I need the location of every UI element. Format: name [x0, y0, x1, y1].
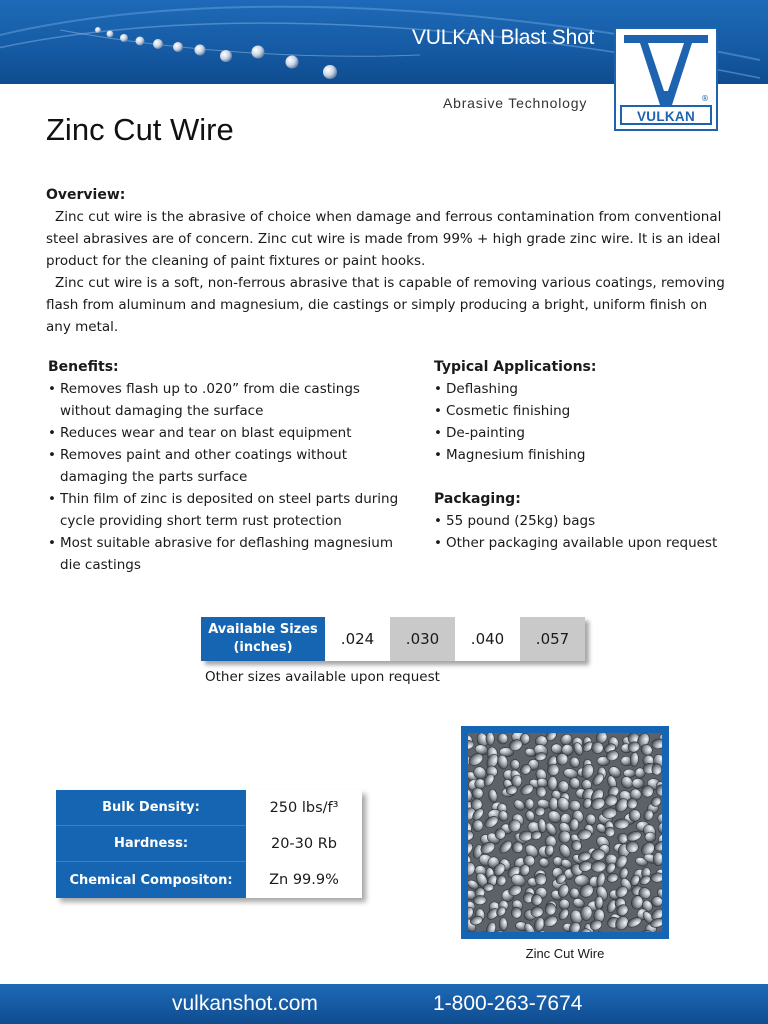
zinc-pellet — [483, 883, 494, 892]
benefits-heading: Benefits: — [48, 359, 119, 375]
zinc-pellet — [524, 798, 534, 809]
property-label: Hardness: — [56, 826, 246, 862]
sizes-note: Other sizes available upon request — [205, 669, 440, 685]
logo-wordmark: VULKAN — [636, 109, 696, 124]
tagline: Abrasive Technology — [443, 95, 588, 111]
overview-paragraph: Zinc cut wire is a soft, non-ferrous abrasive that is capable of removing various coatings, removing flash from aluminum and magnesium, die castings or simply producing a bright, uniform finish on any metal. — [46, 275, 725, 335]
table-row — [56, 790, 362, 826]
zinc-pellet — [473, 895, 486, 905]
footer-bar — [0, 984, 768, 1024]
benefit-text: Removes flash up to .020” from die castings without damaging the surface — [60, 381, 360, 419]
benefits-section — [48, 356, 408, 576]
bullet-icon: • — [434, 535, 442, 551]
zinc-pellet — [652, 764, 662, 776]
vulkan-logo — [614, 27, 718, 131]
sizes-label-line: Available Sizes — [208, 622, 318, 637]
overview-heading: Overview: — [46, 187, 126, 203]
property-value: 20-30 Rb — [246, 826, 362, 862]
size-cell: .030 — [390, 617, 455, 661]
sizes-label — [201, 617, 325, 661]
list-item — [434, 444, 754, 466]
packaging-text: Other packaging available upon request — [446, 535, 718, 551]
bullet-icon: • — [48, 535, 56, 551]
property-value: 250 lbs/f³ — [246, 790, 362, 826]
packaging-section — [434, 488, 754, 554]
list-item — [48, 444, 408, 488]
properties-table — [56, 790, 362, 898]
application-text: Cosmetic finishing — [446, 403, 571, 419]
bullet-icon: • — [434, 403, 442, 419]
property-label: Bulk Density: — [56, 790, 246, 826]
list-item — [434, 532, 754, 554]
list-item — [434, 510, 754, 532]
zinc-pellet — [632, 778, 645, 789]
phone-number: 1-800-263-7674 — [433, 992, 583, 1015]
overview-section — [46, 184, 726, 338]
table-row — [56, 862, 362, 898]
bullet-icon: • — [48, 381, 56, 397]
product-photo-frame — [461, 726, 669, 939]
benefit-text: Reduces wear and tear on blast equipment — [60, 425, 352, 441]
zinc-pellet — [497, 733, 508, 744]
bullet-icon: • — [48, 447, 56, 463]
list-item — [48, 378, 408, 422]
table-row — [56, 826, 362, 862]
benefit-text: Most suitable abrasive for deflashing magnesium die castings — [60, 535, 393, 573]
photo-caption: Zinc Cut Wire — [525, 946, 605, 961]
applications-heading: Typical Applications: — [434, 359, 597, 375]
zinc-pellet — [499, 918, 507, 931]
benefit-text: Removes paint and other coatings without damaging the parts surface — [60, 447, 347, 485]
applications-section — [434, 356, 754, 466]
bullet-icon: • — [434, 425, 442, 441]
application-text: De-painting — [446, 425, 525, 441]
overview-paragraph: Zinc cut wire is the abrasive of choice when damage and ferrous contamination from conventional steel abrasives are of concern. Zinc cut wire is made from 99% + high grade zinc wire. It is an ideal product for the cleaning of paint fixtures or paint hooks. — [46, 209, 722, 269]
list-item — [48, 532, 408, 576]
application-text: Magnesium finishing — [446, 447, 586, 463]
sizes-table — [201, 617, 585, 661]
list-item — [434, 422, 754, 444]
zinc-pellet — [486, 733, 495, 745]
bullet-icon: • — [434, 447, 442, 463]
zinc-pellet — [645, 832, 656, 842]
list-item — [48, 422, 408, 444]
bullet-icon: • — [48, 491, 56, 507]
property-label: Chemical Compositon: — [56, 862, 246, 898]
website-link[interactable]: vulkanshot.com — [172, 992, 318, 1015]
size-cell: .040 — [455, 617, 520, 661]
list-item — [48, 488, 408, 532]
zinc-pellet — [547, 776, 557, 790]
zinc-pellets-image — [468, 733, 662, 932]
bullet-icon: • — [48, 425, 56, 441]
size-cell: .024 — [325, 617, 390, 661]
benefit-text: Thin film of zinc is deposited on steel parts during cycle providing short term rust protection — [60, 491, 399, 529]
packaging-text: 55 pound (25kg) bags — [446, 513, 596, 529]
property-value: Zn 99.9% — [246, 862, 362, 898]
packaging-heading: Packaging: — [434, 491, 521, 507]
zinc-pellet — [549, 797, 559, 810]
size-cell: .057 — [520, 617, 585, 661]
list-item — [434, 378, 754, 400]
page-title: Zinc Cut Wire — [46, 112, 234, 147]
registered-mark: ® — [701, 94, 709, 103]
application-text: Deflashing — [446, 381, 518, 397]
list-item — [434, 400, 754, 422]
sizes-label-line: (inches) — [233, 640, 293, 655]
bullet-icon: • — [434, 513, 442, 529]
brand-title: VULKAN Blast Shot — [412, 26, 595, 49]
bullet-icon: • — [434, 381, 442, 397]
zinc-pellet — [623, 769, 635, 777]
